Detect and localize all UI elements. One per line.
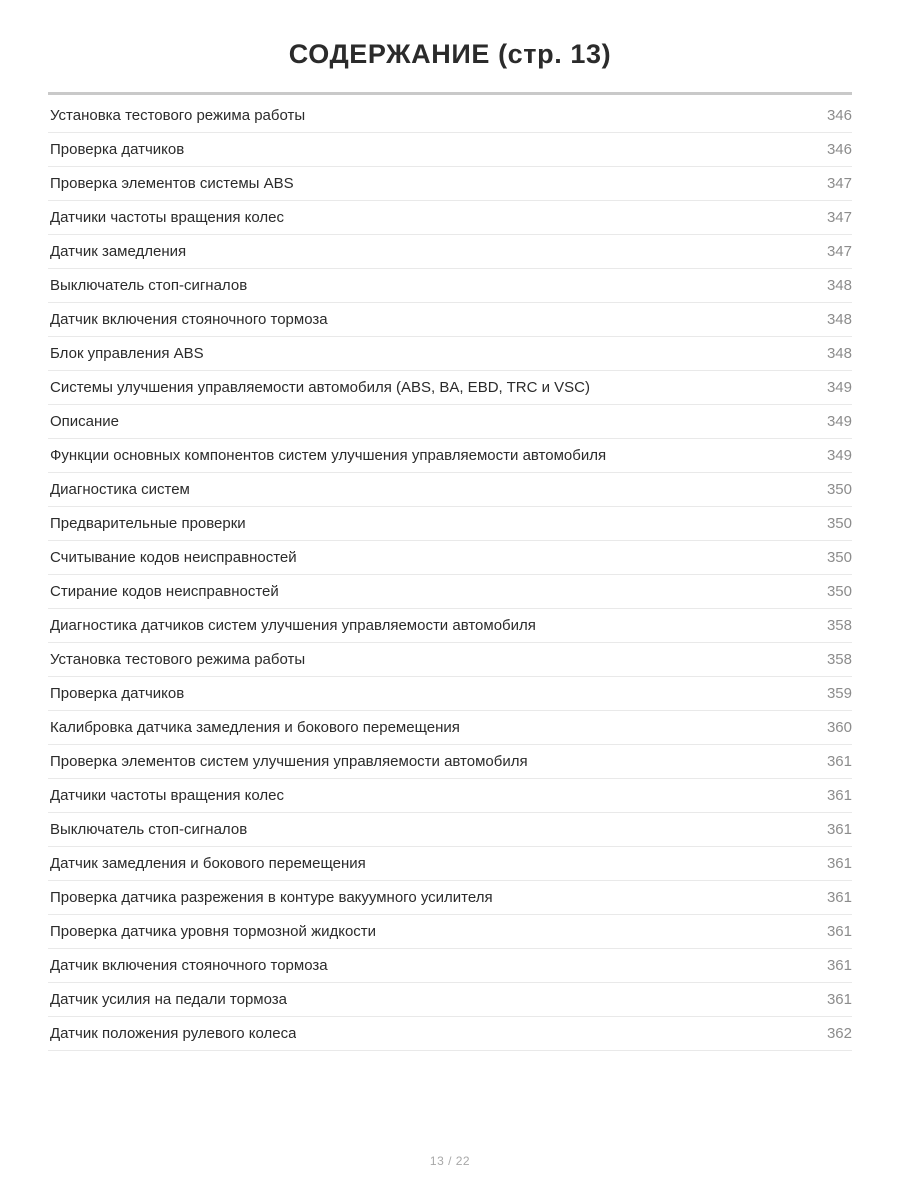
toc-entry-page-number: 347 — [826, 243, 852, 261]
page-title: СОДЕРЖАНИЕ (стр. 13) — [288, 39, 612, 69]
toc-entry-label: Установка тестового режима работы — [50, 651, 306, 669]
toc-entry-page-number: 361 — [826, 957, 852, 975]
toc-entry-label: Выключатель стоп-сигналов — [50, 821, 248, 839]
toc-entry-page-number: 350 — [826, 515, 852, 533]
toc-entry[interactable] — [48, 235, 852, 269]
toc-entry-label: Проверка датчика уровня тормозной жидкости — [50, 923, 377, 941]
toc-entry[interactable] — [48, 541, 852, 575]
toc-entry-label: Датчики частоты вращения колес — [50, 209, 284, 227]
toc-entry[interactable] — [48, 337, 852, 371]
toc-entry-page-number: 350 — [826, 583, 852, 601]
toc-entry-label: Датчик включения стояночного тормоза — [50, 957, 328, 975]
toc-entry-page-number: 358 — [826, 651, 852, 669]
toc-entry-page-number: 348 — [826, 345, 852, 363]
toc-entry[interactable] — [48, 1017, 852, 1051]
toc-entry[interactable] — [48, 847, 852, 881]
toc-entry[interactable] — [48, 201, 852, 235]
toc-entry[interactable] — [48, 609, 852, 643]
toc-entry-page-number: 350 — [826, 549, 852, 567]
toc-entry-label: Проверка датчика разрежения в контуре вакуумного усилителя — [50, 889, 493, 907]
toc-entry[interactable] — [48, 473, 852, 507]
toc-entry-page-number: 348 — [826, 277, 852, 295]
toc-entry-label: Калибровка датчика замедления и бокового перемещения — [50, 719, 460, 737]
toc-entry[interactable] — [48, 949, 852, 983]
toc-entry[interactable] — [48, 167, 852, 201]
toc-entry-page-number: 359 — [826, 685, 852, 703]
toc-entry-page-number: 361 — [826, 787, 852, 805]
toc-entry-label: Установка тестового режима работы — [50, 107, 306, 125]
toc-entry-label: Датчики частоты вращения колес — [50, 787, 284, 805]
toc-entry-page-number: 348 — [826, 311, 852, 329]
toc-entry[interactable] — [48, 99, 852, 133]
toc-entry[interactable] — [48, 371, 852, 405]
toc-entry-label: Проверка датчиков — [50, 685, 185, 703]
toc-entry-page-number: 349 — [826, 379, 852, 397]
toc-entry-page-number: 361 — [826, 991, 852, 1009]
toc-entry[interactable] — [48, 779, 852, 813]
toc-entry-label: Диагностика датчиков систем улучшения управляемости автомобиля — [50, 617, 536, 635]
toc-entry-label: Диагностика систем — [50, 481, 190, 499]
toc-entry-label: Блок управления ABS — [50, 345, 204, 363]
toc-entry-label: Датчик положения рулевого колеса — [50, 1025, 297, 1043]
toc-entry-page-number: 361 — [826, 855, 852, 873]
toc-entry[interactable] — [48, 507, 852, 541]
toc-entry[interactable] — [48, 303, 852, 337]
toc-entry-page-number: 361 — [826, 753, 852, 771]
toc-entry-page-number: 358 — [826, 617, 852, 635]
toc-entry-page-number: 361 — [826, 889, 852, 907]
toc-entry-label: Выключатель стоп-сигналов — [50, 277, 248, 295]
toc-entry[interactable] — [48, 677, 852, 711]
toc-entry[interactable] — [48, 643, 852, 677]
toc-entry-page-number: 347 — [826, 175, 852, 193]
toc-entry-label: Проверка датчиков — [50, 141, 185, 159]
toc-entry-page-number: 349 — [826, 413, 852, 431]
toc-entry[interactable] — [48, 405, 852, 439]
toc-entry[interactable] — [48, 133, 852, 167]
toc-entry-page-number: 346 — [826, 107, 852, 125]
toc-entry-label: Функции основных компонентов систем улучшения управляемости автомобиля — [50, 447, 607, 465]
toc-entry-label: Предварительные проверки — [50, 515, 246, 533]
toc-entry-page-number: 362 — [826, 1025, 852, 1043]
page-footer: 13 / 22 — [429, 1154, 471, 1168]
toc-entry-label: Датчик замедления — [50, 243, 187, 261]
toc-entry[interactable] — [48, 983, 852, 1017]
toc-entry[interactable] — [48, 439, 852, 473]
toc-entry-label: Датчик включения стояночного тормоза — [50, 311, 328, 329]
toc-entry-label: Описание — [50, 413, 120, 431]
toc-entry[interactable] — [48, 881, 852, 915]
toc-entry-label: Проверка элементов системы ABS — [50, 175, 294, 193]
toc-entry[interactable] — [48, 711, 852, 745]
toc-entry[interactable] — [48, 745, 852, 779]
toc-entry-label: Считывание кодов неисправностей — [50, 549, 297, 567]
toc-entry-label: Проверка элементов систем улучшения управляемости автомобиля — [50, 753, 528, 771]
toc-entry-label: Датчик усилия на педали тормоза — [50, 991, 288, 1009]
toc-entry-label: Системы улучшения управляемости автомобиля (ABS, BA, EBD, TRC и VSC) — [50, 379, 590, 397]
toc-entry-label: Датчик замедления и бокового перемещения — [50, 855, 366, 873]
toc-entry[interactable] — [48, 269, 852, 303]
toc-entry-page-number: 361 — [826, 923, 852, 941]
toc-entry-page-number: 346 — [826, 141, 852, 159]
table-of-contents — [48, 95, 852, 1051]
toc-entry[interactable] — [48, 915, 852, 949]
toc-entry-page-number: 349 — [826, 447, 852, 465]
toc-entry[interactable] — [48, 813, 852, 847]
toc-entry-label: Стирание кодов неисправностей — [50, 583, 279, 601]
toc-entry[interactable] — [48, 575, 852, 609]
toc-entry-page-number: 350 — [826, 481, 852, 499]
toc-entry-page-number: 361 — [826, 821, 852, 839]
toc-entry-page-number: 347 — [826, 209, 852, 227]
toc-entry-page-number: 360 — [826, 719, 852, 737]
